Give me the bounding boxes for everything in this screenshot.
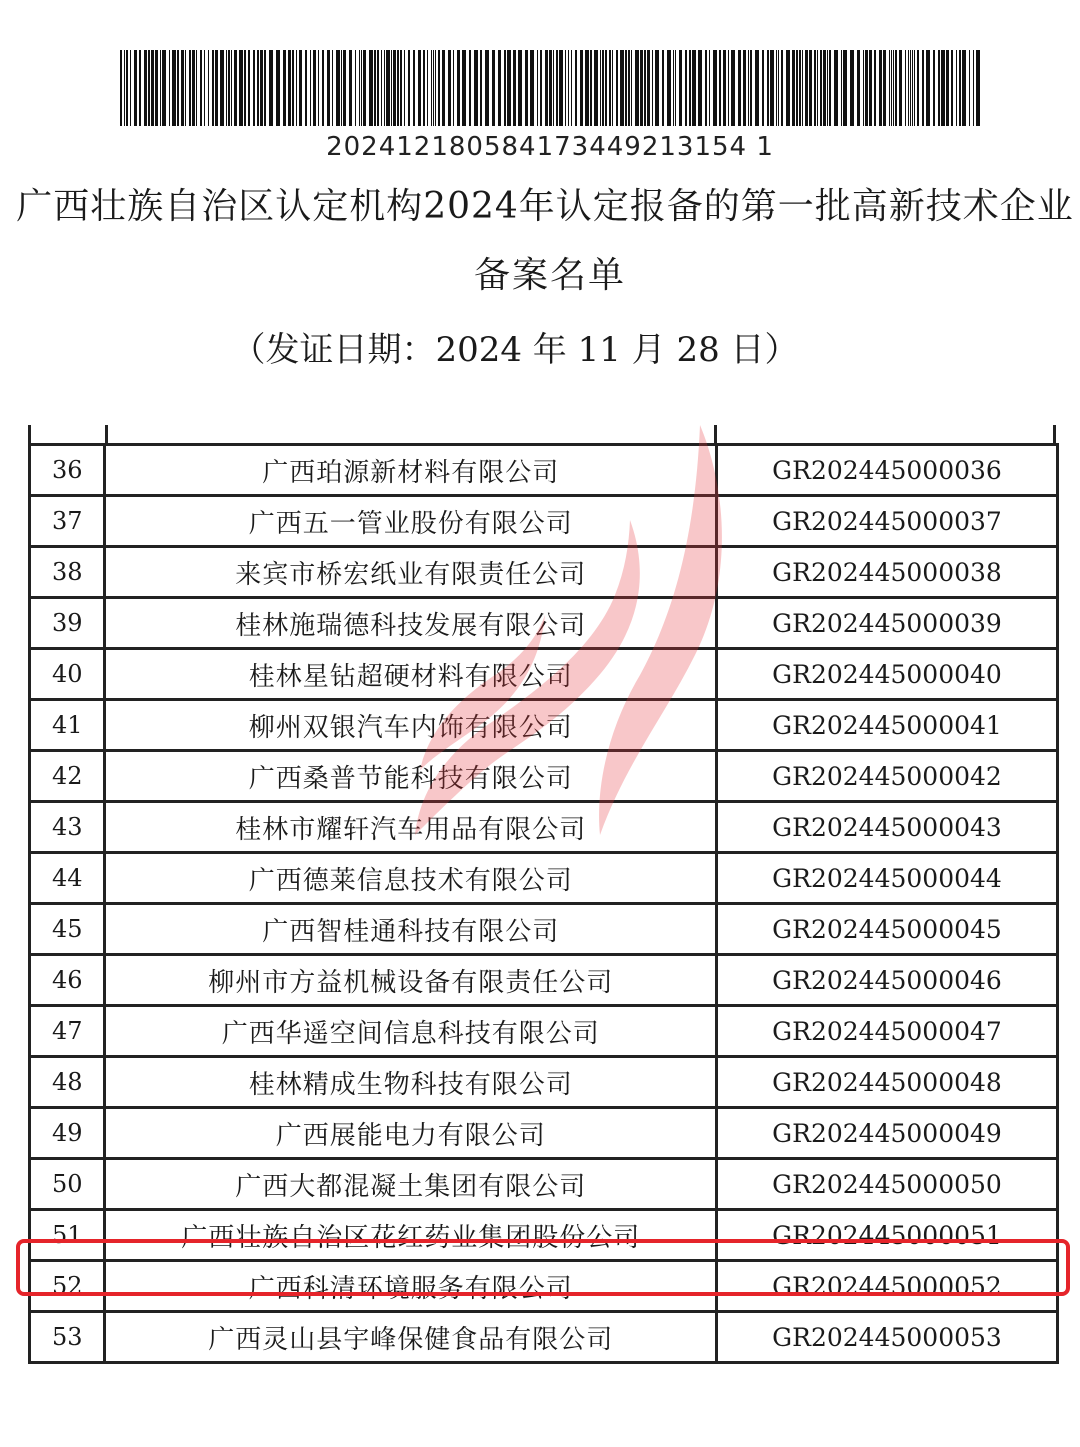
barcode-bar [260, 50, 263, 126]
barcode-bar [318, 50, 319, 126]
barcode-bar [679, 50, 682, 126]
table-row [30, 1006, 1058, 1057]
company-name: 桂林星钻超硬材料有限公司 [105, 649, 717, 700]
barcode-bar [817, 50, 818, 126]
barcode-bar [288, 50, 291, 126]
barcode-bar [969, 50, 970, 126]
table-row [30, 904, 1058, 955]
barcode-bar [400, 50, 402, 126]
company-name: 柳州市方益机械设备有限责任公司 [105, 955, 717, 1006]
document-title-line-2: 备案名单 [473, 255, 626, 296]
barcode-bar [857, 50, 860, 126]
company-name: 广西智桂通科技有限公司 [105, 904, 717, 955]
barcode-bar [391, 50, 392, 126]
barcode-bar [827, 50, 828, 126]
barcode-bar [556, 50, 558, 126]
barcode-bar [283, 50, 286, 126]
barcode-bar [814, 50, 816, 126]
barcode-bar [895, 50, 897, 126]
row-number: 36 [30, 445, 105, 496]
barcode-bar [799, 50, 801, 126]
row-number: 52 [30, 1261, 105, 1312]
barcode-bar [829, 50, 831, 126]
barcode-bar [537, 50, 538, 126]
barcode-bar [655, 50, 659, 126]
row-number: 43 [30, 802, 105, 853]
table-row [30, 547, 1058, 598]
barcode-bar [946, 50, 949, 126]
barcode-bar [355, 50, 356, 126]
barcode-bar [492, 50, 495, 126]
barcode-bar [809, 50, 812, 126]
barcode-bar [959, 50, 961, 126]
barcode-bar [276, 50, 280, 126]
barcode-bar [750, 50, 752, 126]
certificate-number: GR202445000041 [717, 700, 1058, 751]
barcode-bar [386, 50, 390, 126]
barcode-bar [778, 50, 779, 126]
barcode-bar [361, 50, 362, 126]
barcode-bar [442, 50, 445, 126]
company-name: 广西大都混凝土集团有限公司 [105, 1159, 717, 1210]
barcode-bar [336, 50, 340, 126]
barcode-bar [667, 50, 671, 126]
row-number: 40 [30, 649, 105, 700]
barcode-bar [427, 50, 428, 126]
barcode-bar [698, 50, 702, 126]
barcode-bar [719, 50, 721, 126]
barcode-bar [126, 50, 128, 126]
company-name: 广西德莱信息技术有限公司 [105, 853, 717, 904]
barcode-bar [231, 50, 232, 126]
barcode-bar [962, 50, 966, 126]
barcode-bar [731, 50, 735, 126]
barcode-bar [565, 50, 566, 126]
barcode-bar [540, 50, 542, 126]
barcode-bar [244, 50, 246, 126]
barcode-bar [480, 50, 482, 126]
barcode-bar [257, 50, 259, 126]
barcode-bar [647, 50, 650, 126]
row-number: 46 [30, 955, 105, 1006]
barcode-bar [628, 50, 630, 126]
table-row [30, 445, 1058, 496]
barcode-bar [869, 50, 872, 126]
barcode-bar [893, 50, 894, 126]
document-title-line-1: 广西壮族自治区认定机构2024年认定报备的第一批高新技术企业 [16, 186, 1074, 227]
barcode-bar [507, 50, 511, 126]
row-number: 45 [30, 904, 105, 955]
barcode-bar [513, 50, 516, 126]
barcode-bar [713, 50, 717, 126]
barcode-bar [625, 50, 627, 126]
barcode-bar [738, 50, 741, 126]
barcode-bar [705, 50, 707, 126]
company-name: 广西桑普节能科技有限公司 [105, 751, 717, 802]
barcode-bar [549, 50, 552, 126]
barcode-bar [635, 50, 639, 126]
barcode-bar [148, 50, 150, 126]
barcode-bar [215, 50, 218, 126]
barcode-bar [431, 50, 432, 126]
barcode-bar [644, 50, 646, 126]
barcode-bar [296, 50, 297, 126]
barcode-bar [922, 50, 924, 126]
barcode-bar [408, 50, 410, 126]
barcode-bar [755, 50, 759, 126]
row-number: 49 [30, 1108, 105, 1159]
barcode-bar [393, 50, 396, 126]
barcode-bar [162, 50, 166, 126]
table-row [30, 1159, 1058, 1210]
table-row [30, 700, 1058, 751]
row-number: 47 [30, 1006, 105, 1057]
barcode-bar [413, 50, 415, 126]
barcode-bar [805, 50, 808, 126]
barcode-bar [762, 50, 764, 126]
barcode-bar [568, 50, 569, 126]
barcode-bar [474, 50, 478, 126]
barcode-bar [341, 50, 342, 126]
barcode-bar [310, 50, 311, 126]
barcode-bar [580, 50, 583, 126]
barcode-bar [926, 50, 930, 126]
certificate-number: GR202445000050 [717, 1159, 1058, 1210]
table-row [30, 1261, 1058, 1312]
row-number: 44 [30, 853, 105, 904]
barcode-bar [590, 50, 592, 126]
certificate-number: GR202445000042 [717, 751, 1058, 802]
barcode-bar [689, 50, 691, 126]
barcode-bar [204, 50, 205, 126]
company-name: 广西科清环境服务有限公司 [105, 1261, 717, 1312]
barcode-bar [343, 50, 346, 126]
barcode-bar [874, 50, 876, 126]
barcode-bar [469, 50, 471, 126]
barcode-bar [767, 50, 769, 126]
barcode-bar [160, 50, 161, 126]
company-name: 广西珀源新材料有限公司 [105, 445, 717, 496]
barcode-bar [299, 50, 302, 126]
company-name: 桂林精成生物科技有限公司 [105, 1057, 717, 1108]
barcode-bar [189, 50, 191, 126]
barcode-bar [530, 50, 534, 126]
company-name: 广西壮族自治区花红药业集团股份公司 [105, 1210, 717, 1261]
certificate-number: GR202445000044 [717, 853, 1058, 904]
barcode-bar [185, 50, 186, 126]
barcode-bar [841, 50, 842, 126]
barcode-bar [951, 50, 953, 126]
company-name: 柳州双银汽车内饰有限公司 [105, 700, 717, 751]
barcode-bar [673, 50, 674, 126]
barcode-bar [212, 50, 214, 126]
barcode-bar [220, 50, 224, 126]
barcode-bar [620, 50, 624, 126]
barcode-bar [770, 50, 774, 126]
truncated-previous-row [28, 425, 1059, 445]
barcode-bar [899, 50, 902, 126]
barcode-bar [685, 50, 687, 126]
barcode-bar [253, 50, 255, 126]
barcode-bar [781, 50, 783, 126]
barcode-bar [374, 50, 376, 126]
row-number: 37 [30, 496, 105, 547]
barcode-bar [956, 50, 957, 126]
row-number: 48 [30, 1057, 105, 1108]
certificate-number: GR202445000048 [717, 1057, 1058, 1108]
barcode-bar [908, 50, 909, 126]
barcode-bar [820, 50, 822, 126]
barcode-bar [652, 50, 653, 126]
barcode-bar [453, 50, 454, 126]
barcode-bar [377, 50, 379, 126]
barcode-bar [834, 50, 838, 126]
table-row [30, 802, 1058, 853]
issue-date: （发证日期：2024 年 11 月 28 日） [231, 330, 799, 370]
table-row [30, 751, 1058, 802]
certificate-number: GR202445000039 [717, 598, 1058, 649]
barcode-bar [181, 50, 184, 126]
row-number: 51 [30, 1210, 105, 1261]
barcode-bar [448, 50, 451, 126]
barcode-bar [612, 50, 613, 126]
barcode-bar [208, 50, 209, 126]
company-name: 来宾市桥宏纸业有限责任公司 [105, 547, 717, 598]
barcode-bar [692, 50, 696, 126]
certificate-number: GR202445000038 [717, 547, 1058, 598]
certificate-number: GR202445000049 [717, 1108, 1058, 1159]
barcode-bar [462, 50, 466, 126]
company-table [28, 443, 1059, 1364]
certificate-number: GR202445000046 [717, 955, 1058, 1006]
barcode-bar [571, 50, 572, 126]
barcode-bar [169, 50, 170, 126]
barcode-bar [863, 50, 864, 126]
barcode-bar [264, 50, 266, 126]
barcode-bar [728, 50, 729, 126]
certificate-number: GR202445000037 [717, 496, 1058, 547]
barcode-bar [917, 50, 919, 126]
barcode-bar [120, 50, 122, 126]
table-row [30, 649, 1058, 700]
company-name: 桂林施瑞德科技发展有限公司 [105, 598, 717, 649]
barcode-bar [397, 50, 399, 126]
barcode-bar [234, 50, 237, 126]
barcode-bar [239, 50, 243, 126]
barcode-bar [369, 50, 373, 126]
barcode-bar [905, 50, 906, 126]
row-number: 38 [30, 547, 105, 598]
barcode-bar [865, 50, 868, 126]
barcode-bar [322, 50, 324, 126]
certificate-number: GR202445000040 [717, 649, 1058, 700]
barcode-bar [850, 50, 854, 126]
barcode-bar [418, 50, 421, 126]
barcode-bar [327, 50, 330, 126]
barcode-bar [889, 50, 890, 126]
barcode-bar [883, 50, 886, 126]
barcode-number: 202412180584173449213154 1 [326, 132, 774, 162]
barcode-bar [177, 50, 179, 126]
table-row [30, 853, 1058, 904]
barcode-bar [843, 50, 847, 126]
barcode-bar [384, 50, 385, 126]
barcode-bar [363, 50, 366, 126]
barcode-bar [139, 50, 141, 126]
barcode-bar [616, 50, 618, 126]
barcode-bar [349, 50, 352, 126]
barcode-bar [553, 50, 554, 126]
barcode-bar [709, 50, 710, 126]
barcode-bar [359, 50, 360, 126]
barcode-bar [941, 50, 945, 126]
barcode-bar [313, 50, 316, 126]
table-row [30, 1108, 1058, 1159]
barcode-bar [457, 50, 460, 126]
barcode-bar [545, 50, 548, 126]
barcode-bar [155, 50, 158, 126]
barcode-bar [192, 50, 195, 126]
barcode-bar [248, 50, 250, 126]
barcode-bar [134, 50, 137, 126]
barcode-bar [891, 50, 892, 126]
barcode-bar [605, 50, 607, 126]
barcode-bar [200, 50, 202, 126]
company-name: 广西灵山县宇峰保健食品有限公司 [105, 1312, 717, 1363]
barcode-bar [144, 50, 147, 126]
row-number: 53 [30, 1312, 105, 1363]
company-name: 广西华遥空间信息科技有限公司 [105, 1006, 717, 1057]
barcode-bar [575, 50, 577, 126]
barcode-bar [933, 50, 935, 126]
barcode-bar [602, 50, 604, 126]
barcode-bar [609, 50, 611, 126]
barcode-bar [743, 50, 746, 126]
barcode-bar [433, 50, 434, 126]
certificate-number: GR202445000053 [717, 1312, 1058, 1363]
barcode-bar [423, 50, 425, 126]
barcode-bar [973, 50, 974, 126]
barcode-bar [226, 50, 227, 126]
table-row [30, 1312, 1058, 1363]
barcode-bar [559, 50, 563, 126]
table-row [30, 1210, 1058, 1261]
barcode-bar [151, 50, 154, 126]
barcode-bar [802, 50, 803, 126]
barcode-bar [786, 50, 790, 126]
barcode-bar [228, 50, 230, 126]
barcode-bar [518, 50, 522, 126]
company-name: 广西展能电力有限公司 [105, 1108, 717, 1159]
row-number: 42 [30, 751, 105, 802]
barcode-bar [172, 50, 176, 126]
certificate-number: GR202445000043 [717, 802, 1058, 853]
barcode-bar [912, 50, 913, 126]
barcode-bar [640, 50, 643, 126]
barcode-bar [435, 50, 436, 126]
barcode-bar [631, 50, 632, 126]
barcode-bar [910, 50, 911, 126]
certificate-number: GR202445000052 [717, 1261, 1058, 1312]
certificate-number: GR202445000047 [717, 1006, 1058, 1057]
barcode-bar [823, 50, 826, 126]
barcode-bar [879, 50, 882, 126]
barcode-bar [404, 50, 405, 126]
row-number: 39 [30, 598, 105, 649]
barcode-bar [792, 50, 795, 126]
barcode-bar [381, 50, 382, 126]
barcode-bar [748, 50, 749, 126]
barcode-bar [938, 50, 940, 126]
barcode-bar [662, 50, 664, 126]
row-number: 50 [30, 1159, 105, 1210]
barcode-bar [776, 50, 777, 126]
barcode-bar [504, 50, 506, 126]
barcode-bar [305, 50, 307, 126]
barcode-bar [914, 50, 915, 126]
barcode-bar [130, 50, 131, 126]
certificate-number: GR202445000051 [717, 1210, 1058, 1261]
company-name: 广西五一管业股份有限公司 [105, 496, 717, 547]
barcode-bar [292, 50, 294, 126]
barcode-bar [332, 50, 333, 126]
table-row [30, 955, 1058, 1006]
barcode-bar [976, 50, 980, 126]
barcode [120, 50, 980, 126]
barcode-bar [196, 50, 197, 126]
certificate-number: GR202445000036 [717, 445, 1058, 496]
barcode-bar [600, 50, 601, 126]
table-row [30, 496, 1058, 547]
barcode-bar [485, 50, 489, 126]
barcode-bar [269, 50, 273, 126]
barcode-bar [585, 50, 589, 126]
barcode-bar [675, 50, 676, 126]
barcode-bar [594, 50, 598, 126]
certificate-number: GR202445000045 [717, 904, 1058, 955]
barcode-bar [525, 50, 528, 126]
table-row [30, 598, 1058, 649]
company-name: 桂林市耀轩汽车用品有限公司 [105, 802, 717, 853]
barcode-bar [438, 50, 440, 126]
company-table-container [28, 425, 1059, 1408]
table-row [30, 1057, 1058, 1108]
barcode-bar [796, 50, 798, 126]
row-number: 41 [30, 700, 105, 751]
barcode-bar [498, 50, 501, 126]
barcode-bar [723, 50, 726, 126]
barcode-bar [124, 50, 125, 126]
